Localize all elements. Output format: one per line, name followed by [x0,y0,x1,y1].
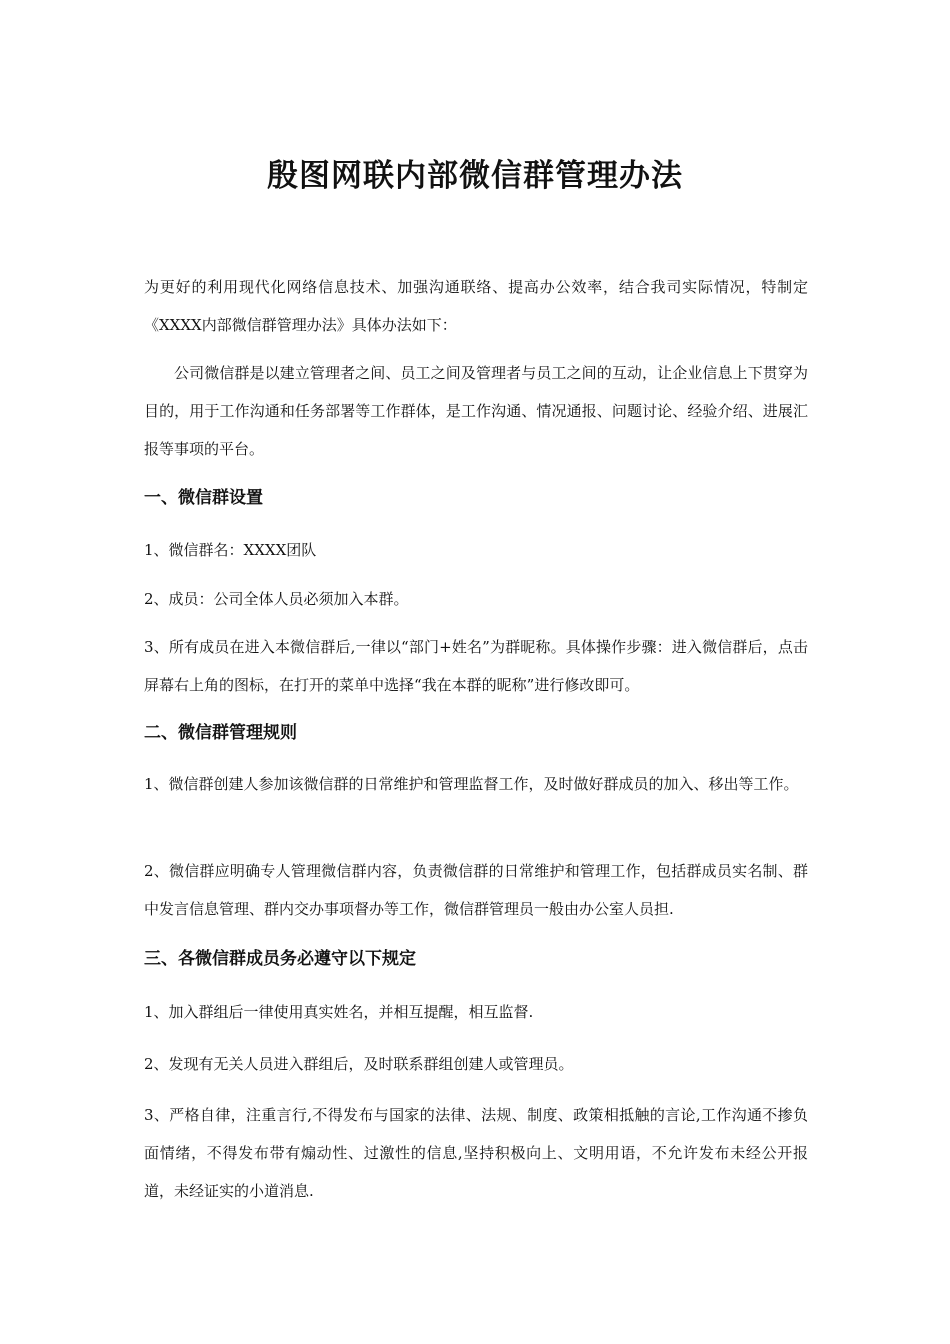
section-heading: 三、各微信群成员务必遵守以下规定 [144,949,416,969]
list-item: 3、所有成员在进入本微信群后,一律以“部门+姓名”为群昵称。具体操作步骤：进入微信群后，点击屏幕右上角的图标，在打开的菜单中选择“我在本群的昵称”进行修改即可。 [144,638,808,694]
intro-paragraph: 为更好的利用现代化网络信息技术、加强沟通联络、提高办公效率，结合我司实际情况，特制定《XXXX内部微信群管理办法》具体办法如下： [144,278,808,334]
section-1-item-3-block [144,628,808,704]
section-2-item-2-block [144,852,808,928]
section-2-heading-block [144,718,808,748]
list-item: 1、微信群创建人参加该微信群的日常维护和管理监督工作，及时做好群成员的加入、移出等工作。 [144,775,799,793]
section-3-item-3-block [144,1096,808,1210]
section-heading: 二、微信群管理规则 [144,723,297,743]
list-item: 3、严格自律，注重言行,不得发布与国家的法律、法规、制度、政策相抵触的言论,工作沟通不掺负面情绪，不得发布带有煽动性、过激性的信息,坚持积极向上、文明用语，不允许发布未经公开报道，未经证实的小道消息. [144,1106,808,1200]
section-heading: 一、微信群设置 [144,488,263,508]
list-item: 2、发现有无关人员进入群组后，及时联系群组创建人或管理员。 [144,1055,574,1073]
section-1-heading-block [144,483,808,513]
list-item: 2、微信群应明确专人管理微信群内容，负责微信群的日常维护和管理工作，包括群成员实名制、群中发言信息管理、群内交办事项督办等工作，微信群管理员一般由办公室人员担. [144,862,808,918]
document-title: 殷图网联内部微信群管理办法 [267,158,683,194]
list-item: 1、加入群组后一律使用真实姓名，并相互提醒，相互监督. [144,1003,534,1021]
section-3-item-2-block [144,1045,808,1083]
section-1-item-2-block [144,580,808,618]
section-1-item-1-block [144,531,808,569]
section-3-heading-block [144,944,808,974]
list-item: 2、成员：公司全体人员必须加入本群。 [144,590,409,608]
list-item: 1、微信群名：XXXX团队 [144,541,317,559]
purpose-paragraph: 公司微信群是以建立管理者之间、员工之间及管理者与员工之间的互动，让企业信息上下贯穿为目的，用于工作沟通和任务部署等工作群体，是工作沟通、情况通报、问题讨论、经验介绍、进展汇报等事项的平台。 [144,364,808,458]
intro-block [144,268,808,344]
section-3-item-1-block [144,993,808,1031]
purpose-block [144,354,808,468]
section-2-item-1-block [144,765,808,803]
